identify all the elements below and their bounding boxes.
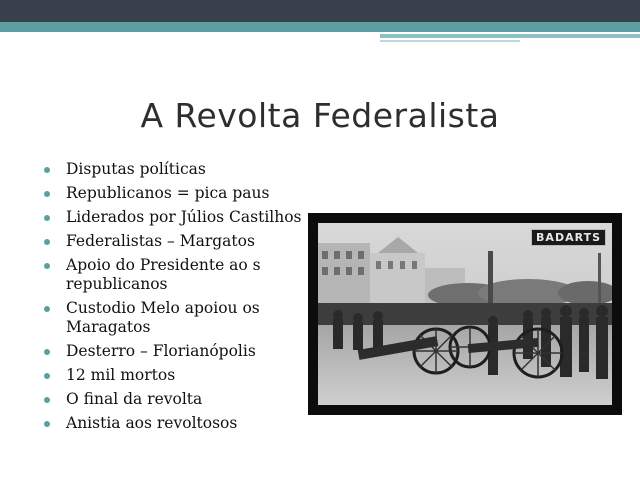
bullet-icon — [44, 421, 50, 427]
bullet-item — [42, 366, 312, 385]
bullet-list — [42, 160, 312, 438]
bullet-item — [42, 299, 312, 337]
header-accent-line-2 — [380, 40, 520, 42]
bullet-text: Desterro – Florianópolis — [66, 342, 256, 360]
bullet-item — [42, 160, 312, 179]
slide-title: A Revolta Federalista — [140, 96, 500, 135]
historical-photo — [308, 213, 622, 415]
bullet-icon — [44, 263, 50, 269]
bullet-text: Federalistas – Margatos — [66, 232, 255, 250]
bullet-text: 12 mil mortos — [66, 366, 176, 384]
bullet-text: Disputas políticas — [66, 160, 206, 178]
header-teal-band — [0, 22, 640, 32]
bullet-item — [42, 390, 312, 409]
header-accent-line — [380, 34, 640, 38]
bullet-text: Apoio do Presidente ao s republicanos — [66, 256, 261, 293]
header-dark-band — [0, 0, 640, 22]
photo-illustration — [318, 223, 612, 405]
photo-image — [318, 223, 612, 405]
bullet-text: Anistia aos revoltosos — [66, 414, 238, 432]
photo-watermark: BADARTS — [531, 229, 606, 246]
bullet-item — [42, 232, 312, 251]
bullet-icon — [44, 306, 50, 312]
bullet-icon — [44, 191, 50, 197]
bullet-text: O final da revolta — [66, 390, 203, 408]
bullet-icon — [44, 239, 50, 245]
bullet-item — [42, 414, 312, 433]
bullet-text: Republicanos = pica paus — [66, 184, 270, 202]
bullet-text: Custodio Melo apoiou os Maragatos — [66, 299, 260, 336]
bullet-item — [42, 256, 312, 294]
bullet-icon — [44, 215, 50, 221]
bullet-item — [42, 184, 312, 203]
bullet-text: Liderados por Júlios Castilhos — [66, 208, 302, 226]
bullet-icon — [44, 397, 50, 403]
bullet-icon — [44, 349, 50, 355]
bullet-item — [42, 208, 312, 227]
bullet-icon — [44, 167, 50, 173]
bullet-item — [42, 342, 312, 361]
bullet-icon — [44, 373, 50, 379]
